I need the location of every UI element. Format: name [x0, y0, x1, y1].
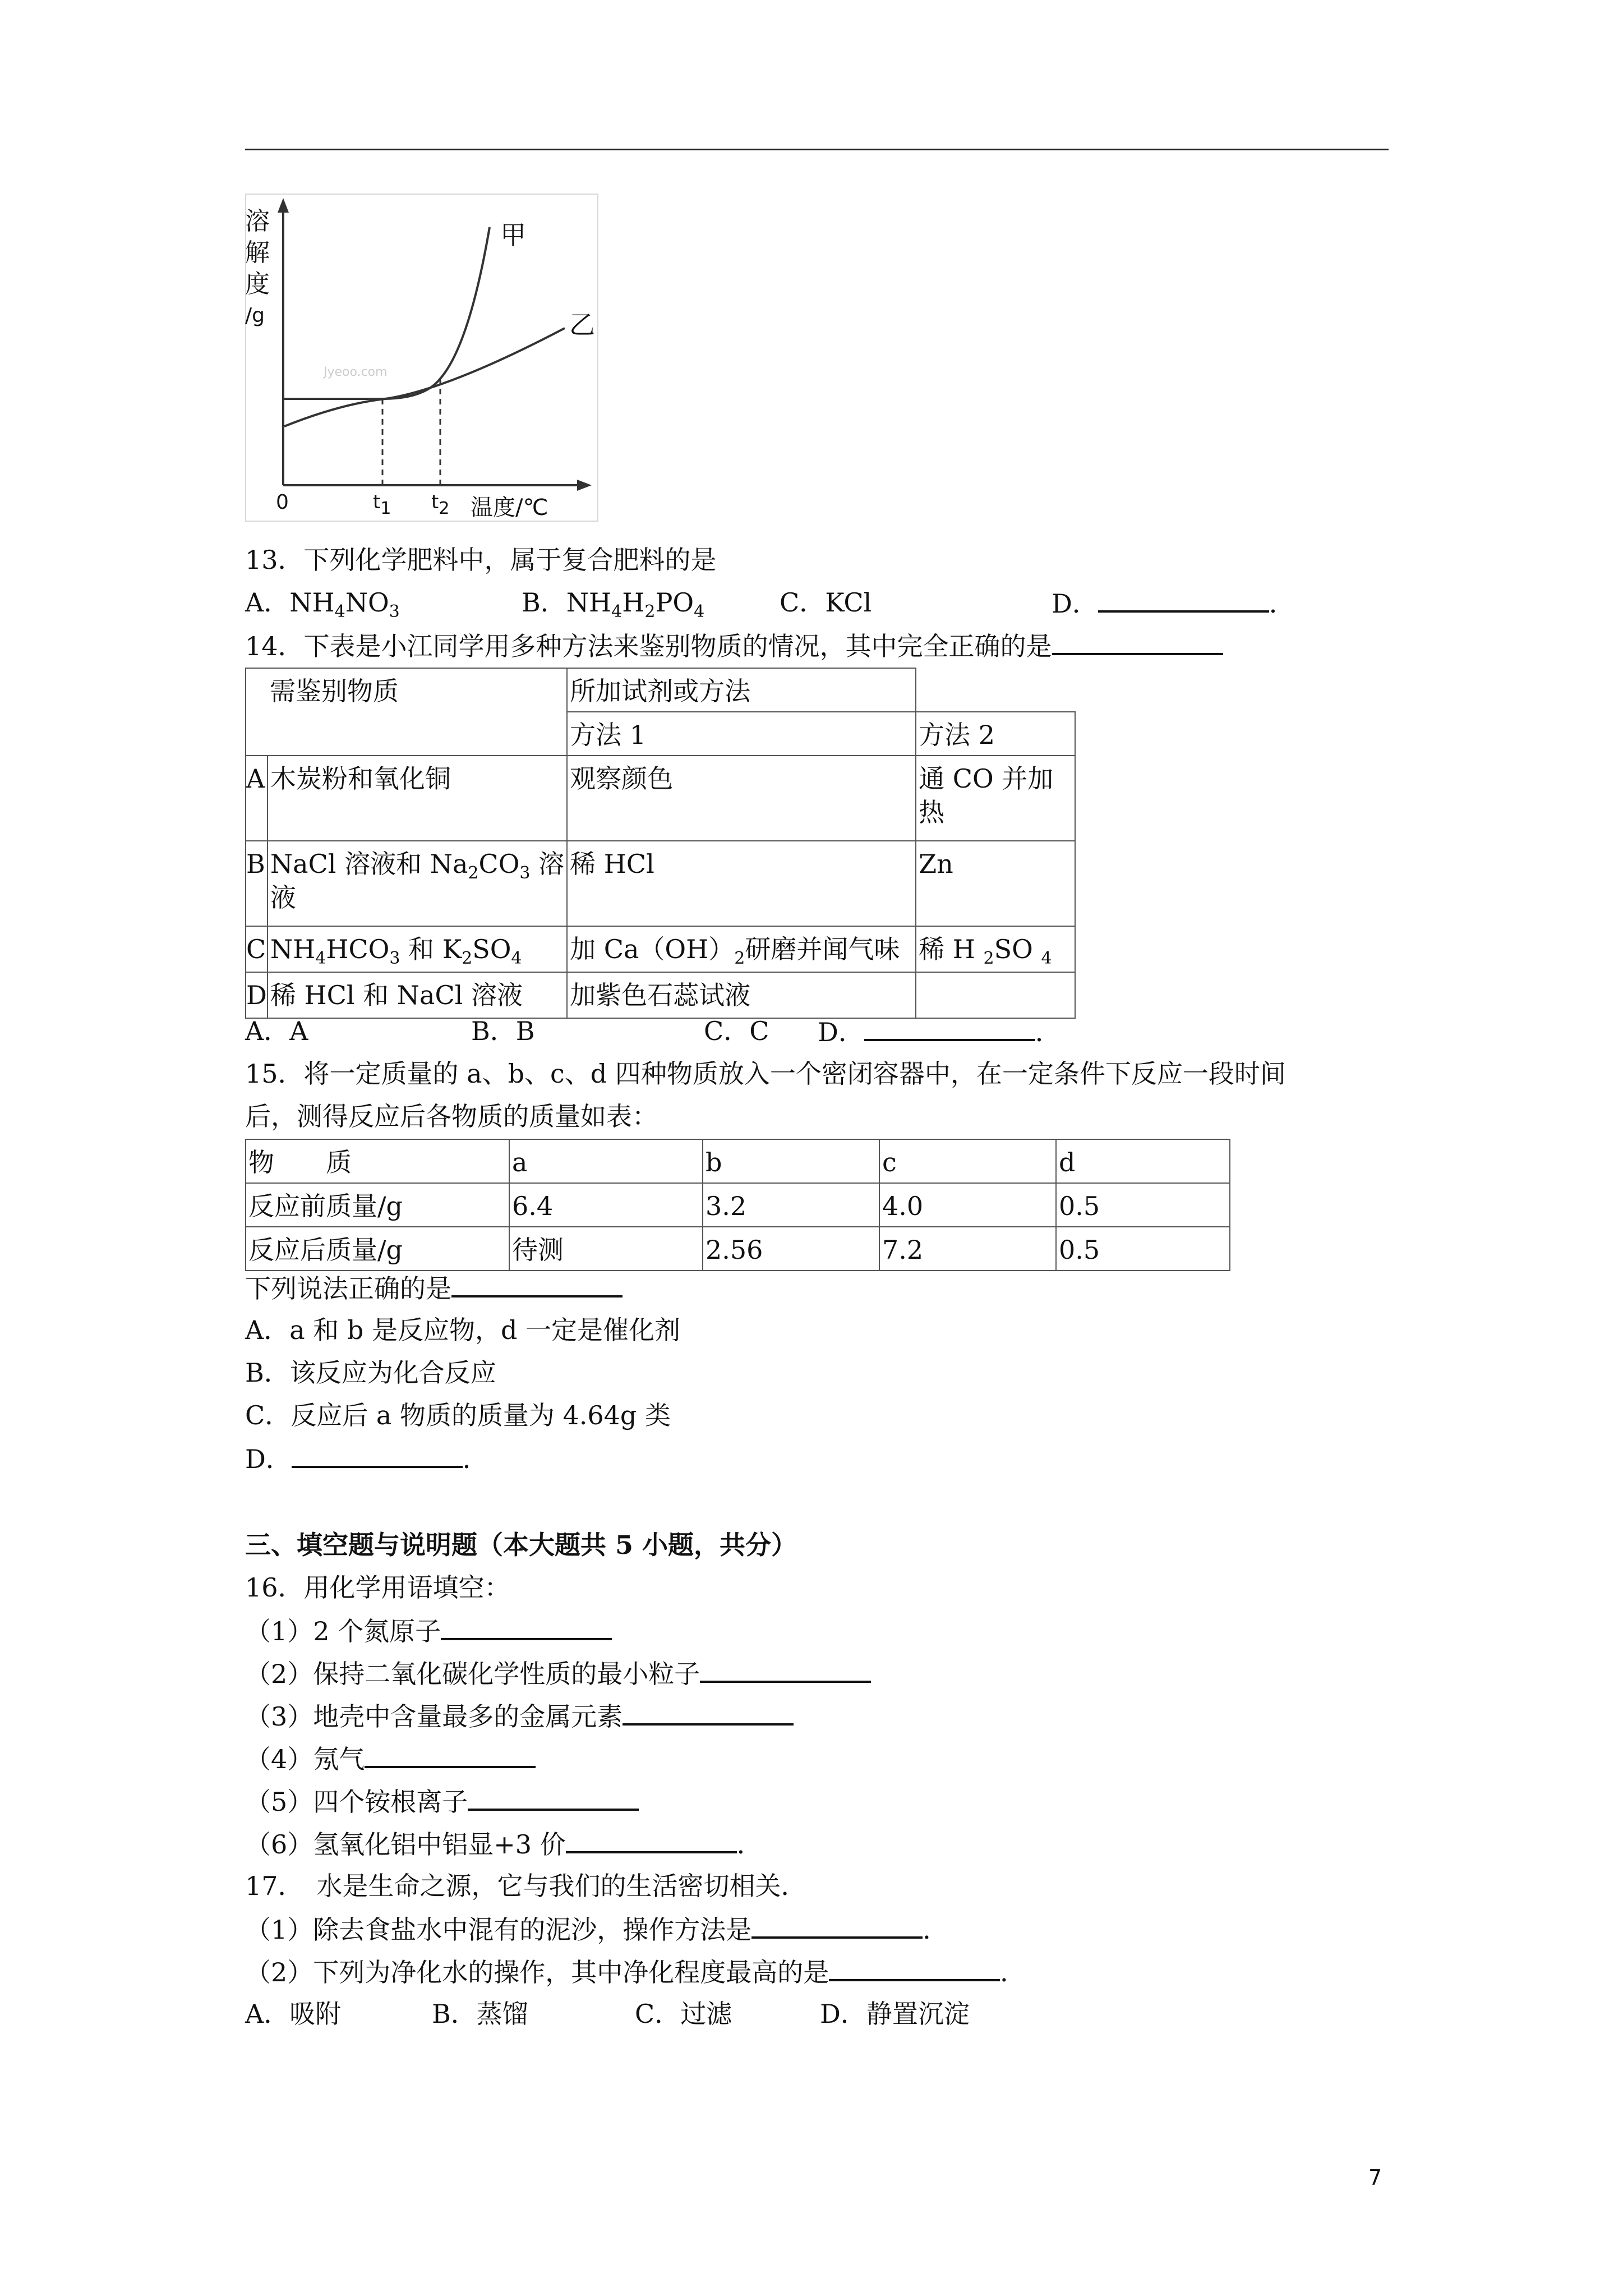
sub: 4: [334, 602, 345, 622]
table-row: [246, 926, 1075, 972]
x-axis-label: 温度/℃: [471, 495, 548, 521]
q15-table: [245, 1139, 1230, 1271]
q15-d-end: ．: [462, 1444, 488, 1474]
q16-item: [245, 1656, 871, 1691]
table-cell: 2.56: [703, 1227, 879, 1271]
table-cell: [916, 926, 1075, 972]
q16-item: [245, 1784, 639, 1819]
q17-item-end: ．: [1000, 1957, 1026, 1987]
t: SO: [472, 934, 511, 964]
table-cell: 方法 2: [916, 712, 1075, 756]
table-cell: [268, 926, 567, 972]
sub: 4: [1041, 949, 1052, 968]
t: NH: [270, 934, 316, 964]
table-cell: 6.4: [509, 1183, 703, 1227]
q16-item: [245, 1826, 763, 1861]
cell-line: 热: [919, 797, 945, 827]
sub: 3: [519, 863, 531, 883]
q14-d-end: ．: [1035, 1017, 1061, 1047]
q15-stem-line2: 后，测得反应后各物质的质量如表：: [245, 1101, 658, 1131]
q13-d-end: ．: [1269, 588, 1295, 619]
q17-item: [245, 1954, 1026, 1989]
cell-line: 通 CO 并加: [919, 763, 1054, 794]
q13-b-text: B．NH: [522, 587, 612, 618]
t2-label: [431, 491, 450, 518]
t2-text: t: [431, 491, 439, 513]
sub: 4: [694, 602, 705, 622]
table-cell: 物 质: [246, 1139, 509, 1183]
q17-option-a: A．吸附: [245, 1999, 342, 2029]
q16-item: [245, 1613, 612, 1648]
q16-item-text: （2）保持二氧化碳化学性质的最小粒子: [245, 1659, 700, 1689]
q15-ask-text: 下列说法正确的是: [245, 1273, 451, 1304]
y-label-char: 溶: [245, 207, 270, 236]
q16-answer-blank[interactable]: [623, 1699, 794, 1726]
sub: 2: [644, 602, 656, 622]
solubility-graph-svg: [245, 194, 598, 522]
table-cell: 稀 HCl 和 NaCl 溶液: [268, 972, 567, 1018]
sub: 3: [389, 949, 400, 968]
table-cell: 3.2: [703, 1183, 879, 1227]
q15-option-b: B．该反应为化合反应: [245, 1358, 496, 1388]
table-cell: [567, 926, 916, 972]
watermark: Jyeoo.com: [324, 365, 388, 379]
table-cell: Zn: [916, 841, 1075, 926]
t: SO: [994, 934, 1041, 964]
sub: 3: [389, 602, 400, 622]
table-cell: 木炭粉和氧化铜: [268, 756, 567, 841]
origin-label: 0: [276, 491, 289, 514]
table-cell: 反应后质量/g: [246, 1227, 509, 1271]
q16-answer-blank[interactable]: [441, 1613, 612, 1640]
table-cell: A: [246, 756, 268, 841]
t2-sub: 2: [439, 499, 450, 518]
q13-a-text: A．NH: [245, 587, 335, 618]
table-cell: [268, 841, 567, 926]
table-cell: 加紫色石蕊试液: [567, 972, 916, 1018]
q14-answer-blank[interactable]: [1052, 628, 1223, 655]
q15-option-d: [245, 1441, 488, 1476]
table-cell: 所加试剂或方法: [567, 668, 916, 712]
q15-stem-line1: 15．将一定质量的 a、b、c、d 四种物质放入一个密闭容器中，在一定条件下反应一段时间: [245, 1059, 1286, 1089]
q16-answer-blank[interactable]: [700, 1656, 871, 1683]
q14-stem: [245, 628, 1223, 663]
table-cell: 7.2: [879, 1227, 1056, 1271]
q17-item-text: （2）下列为净化水的操作，其中净化程度最高的是: [245, 1957, 829, 1987]
y-axis-label: [245, 206, 270, 332]
q13-b-end: PO: [655, 587, 694, 618]
table-row: [246, 972, 1075, 1018]
table-cell: 观察颜色: [567, 756, 916, 841]
t: HCO: [326, 934, 390, 964]
q14-option-c: C．C: [704, 1016, 769, 1046]
q15-answer-blank[interactable]: [451, 1271, 623, 1297]
q14-stem-text: 14．下表是小江同学用多种方法来鉴别物质的情况，其中完全正确的是: [245, 631, 1052, 661]
x-axis-arrow-icon: [577, 480, 592, 491]
q15-option-d-blank[interactable]: [292, 1441, 463, 1468]
q13-option-a: [245, 586, 400, 622]
sub: 2: [468, 863, 479, 883]
q15-d-text: D．: [245, 1444, 292, 1474]
t: 稀 H: [919, 934, 984, 964]
q14-option-a: A．A: [245, 1016, 308, 1046]
q14-d-text: D．: [818, 1017, 864, 1047]
t: 和 K: [400, 934, 462, 964]
q16-answer-blank[interactable]: [468, 1784, 639, 1811]
table-cell: [916, 756, 1075, 841]
q16-item-text: （5）四个铵根离子: [245, 1787, 468, 1817]
y-label-char: 度: [245, 270, 270, 298]
t: 溶: [530, 849, 565, 879]
table-cell: D: [246, 972, 268, 1018]
q17-option-c: C．过滤: [635, 1999, 732, 2029]
table-cell: 待测: [509, 1227, 703, 1271]
table-cell: [916, 972, 1075, 1018]
q15-ask: [245, 1271, 623, 1305]
header-rule: [245, 149, 1389, 150]
q14-option-d-blank[interactable]: [864, 1014, 1035, 1041]
t: NaCl 溶液和 Na: [270, 849, 468, 879]
label-jia: 甲: [500, 220, 526, 250]
q15-option-c: C．反应后 a 物质的质量为 4.64g 类: [245, 1400, 671, 1430]
table-cell: 4.0: [879, 1183, 1056, 1227]
table-cell: 方法 1: [567, 712, 916, 756]
q16-answer-blank[interactable]: [365, 1741, 536, 1768]
q14-option-b: B．B: [471, 1016, 535, 1046]
table-row: [246, 1139, 1230, 1183]
q17-option-b: B．蒸馏: [432, 1999, 528, 2029]
y-axis-arrow-icon: [278, 198, 289, 213]
q15-option-a: A．a 和 b 是反应物，d 一定是催化剂: [245, 1315, 681, 1345]
q16-item-text: （1）2 个氮原子: [245, 1616, 441, 1646]
y-label-char: 解: [245, 238, 270, 267]
table-cell: a: [509, 1139, 703, 1183]
table-row: [246, 756, 1075, 841]
q16-item-text: （4）氖气: [245, 1744, 365, 1774]
cell-line: 液: [270, 882, 296, 913]
sub: 2: [734, 949, 745, 968]
section-title: 三、填空题与说明题（本大题共 5 小题，共分）: [245, 1530, 797, 1560]
table-cell: [246, 668, 268, 756]
table-cell: 0.5: [1056, 1183, 1230, 1227]
q17-option-d: D．静置沉淀: [820, 1999, 970, 2029]
q17-stem: 17． 水是生命之源，它与我们的生活密切相关．: [245, 1871, 807, 1901]
table-row: [246, 1183, 1230, 1227]
t1-text: t: [373, 491, 381, 513]
q13-d-text: D．: [1052, 588, 1098, 619]
q17-item: [245, 1912, 948, 1947]
t1-label: [373, 491, 391, 518]
q13-b-mid: H: [622, 587, 645, 618]
t: CO: [478, 849, 520, 879]
table-cell: [916, 668, 1075, 712]
q16-answer-blank[interactable]: [566, 1826, 737, 1853]
q13-option-c: C．KCl: [780, 587, 872, 618]
solubility-graph: [245, 194, 598, 522]
q13-option-d: [1052, 586, 1295, 620]
q17-answer-blank[interactable]: [829, 1954, 1000, 1981]
q16-item-text: （3）地壳中含量最多的金属元素: [245, 1701, 623, 1732]
q13-answer-blank[interactable]: [1098, 586, 1269, 613]
table-cell: d: [1056, 1139, 1230, 1183]
table-row: [246, 1227, 1230, 1271]
label-yi: 乙: [569, 310, 595, 340]
q16-stem: 16．用化学用语填空：: [245, 1572, 510, 1603]
q13-a-mid: NO: [345, 587, 389, 618]
table-cell: 反应前质量/g: [246, 1183, 509, 1227]
sub: 4: [611, 602, 623, 622]
q16-item-text: （6）氢氧化铝中铝显+3 价: [245, 1829, 566, 1860]
q13-stem: 13．下列化学肥料中，属于复合肥料的是: [245, 545, 717, 575]
sub: 2: [983, 949, 994, 968]
sub: 4: [315, 949, 326, 968]
y-label-unit: /g: [245, 304, 265, 327]
t: 加 Ca（OH）: [570, 934, 735, 964]
table-cell: 稀 HCl: [567, 841, 916, 926]
table-cell: C: [246, 926, 268, 972]
sub: 2: [462, 949, 473, 968]
q14-table: [245, 668, 1076, 1019]
table-row: [246, 841, 1075, 926]
table-cell: c: [879, 1139, 1056, 1183]
t1-sub: 1: [380, 499, 391, 518]
q16-item: [245, 1741, 536, 1776]
table-cell: b: [703, 1139, 879, 1183]
q16-item: [245, 1699, 794, 1733]
q16-item-end: ．: [736, 1829, 763, 1860]
q17-item-text: （1）除去食盐水中混有的泥沙，操作方法是: [245, 1915, 752, 1945]
q17-item-end: ．: [923, 1915, 949, 1945]
sub: 4: [511, 949, 522, 968]
t: 研磨并闻气味: [745, 934, 900, 964]
q14-option-d: [818, 1014, 1061, 1049]
table-cell: 需鉴别物质: [268, 668, 567, 756]
page-number: 7: [1368, 2165, 1382, 2190]
q17-answer-blank[interactable]: [751, 1912, 923, 1939]
q13-option-b: [522, 586, 705, 622]
cell-line: [270, 847, 564, 881]
table-row: [246, 668, 1075, 712]
table-cell: 0.5: [1056, 1227, 1230, 1271]
table-cell: B: [246, 841, 268, 926]
